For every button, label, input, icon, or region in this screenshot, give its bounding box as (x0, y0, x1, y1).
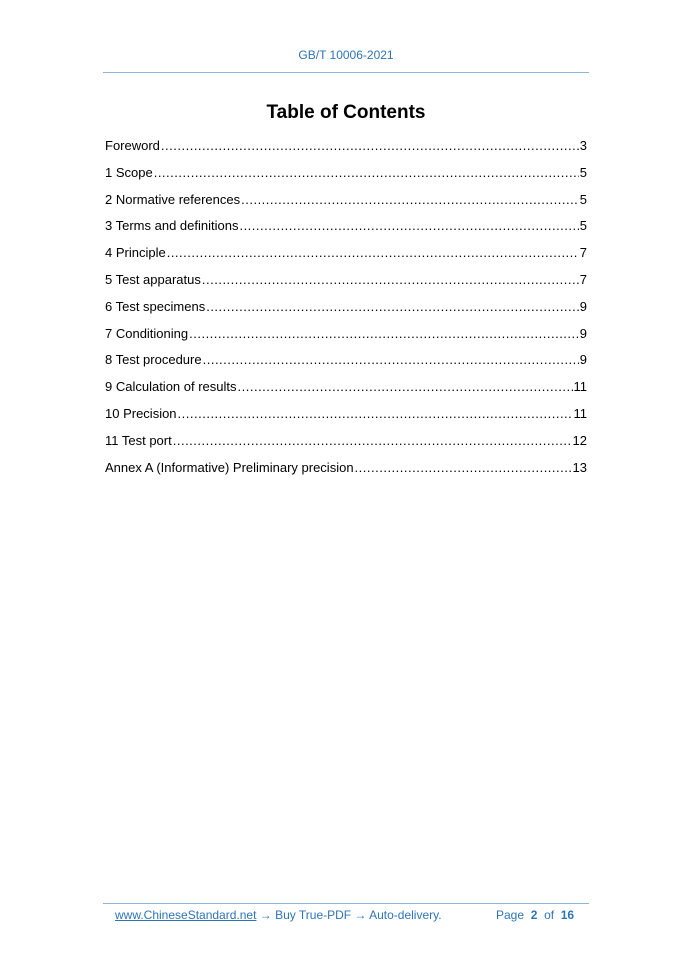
toc-entry-page: 5 (579, 191, 587, 207)
toc-entry-page: 9 (579, 325, 587, 341)
toc-entry[interactable] (105, 299, 587, 326)
toc-entry[interactable] (105, 433, 587, 460)
toc-entry[interactable] (105, 460, 587, 487)
page-current: 2 (530, 908, 538, 922)
toc-entry-page: 3 (579, 138, 587, 153)
toc-leader-dots (238, 379, 573, 394)
toc-entry[interactable] (105, 138, 587, 165)
header-divider (103, 72, 589, 73)
page-indicator (496, 908, 574, 922)
toc-leader-dots (167, 245, 579, 260)
table-of-contents (105, 138, 587, 486)
toc-leader-dots (189, 326, 579, 341)
toc-entry-label: 5 Test apparatus (105, 271, 201, 287)
toc-leader-dots (173, 433, 572, 448)
toc-leader-dots (178, 406, 573, 421)
page-of: of (544, 908, 555, 922)
page-total: 16 (560, 908, 575, 922)
footer-tagline: → Buy True-PDF → Auto-delivery. (256, 908, 442, 922)
toc-entry[interactable] (105, 379, 587, 406)
toc-entry[interactable] (105, 326, 587, 353)
toc-entry-label: 10 Precision (105, 405, 177, 421)
toc-entry[interactable] (105, 352, 587, 379)
toc-entry-page: 13 (572, 459, 587, 475)
toc-leader-dots (154, 165, 579, 180)
toc-leader-dots (203, 352, 579, 367)
toc-leader-dots (241, 192, 579, 207)
toc-entry-page: 7 (579, 245, 587, 261)
toc-entry-page: 9 (579, 298, 587, 314)
toc-entry-label: 6 Test specimens (105, 298, 206, 314)
page-label: Page (496, 908, 525, 922)
toc-entry[interactable] (105, 272, 587, 299)
toc-entry-page: 9 (579, 352, 587, 368)
toc-entry-page: 7 (579, 271, 587, 287)
toc-leader-dots (206, 299, 579, 314)
toc-entry-label: Foreword (105, 138, 160, 153)
toc-leader-dots (355, 460, 572, 475)
toc-entry-page: 5 (579, 164, 587, 180)
toc-leader-dots (239, 218, 578, 233)
toc-entry-label: Annex A (Informative) Preliminary precision (105, 459, 354, 475)
toc-leader-dots (202, 272, 579, 287)
toc-entry-page: 5 (579, 218, 587, 234)
page-title: Table of Contents (266, 102, 426, 123)
toc-entry-label: 8 Test procedure (105, 352, 202, 368)
toc-entry-label: 7 Conditioning (105, 325, 189, 341)
toc-entry-page: 11 (573, 379, 587, 395)
toc-entry-label: 9 Calculation of results (105, 379, 237, 395)
toc-entry-page: 12 (572, 432, 587, 448)
toc-entry[interactable] (105, 192, 587, 219)
toc-leader-dots (161, 138, 579, 153)
toc-entry-label: 11 Test port (105, 432, 172, 448)
toc-entry-label: 2 Normative references (105, 191, 241, 207)
toc-entry-label: 3 Terms and definitions (105, 218, 239, 234)
toc-entry-label: 4 Principle (105, 245, 166, 261)
footer-divider (103, 903, 589, 904)
toc-entry-page: 11 (573, 405, 587, 421)
toc-entry-label: 1 Scope (105, 164, 153, 180)
website-link[interactable]: www.ChineseStandard.net (115, 908, 257, 922)
toc-entry[interactable] (105, 406, 587, 433)
toc-entry[interactable] (105, 218, 587, 245)
toc-entry[interactable] (105, 245, 587, 272)
toc-entry[interactable] (105, 165, 587, 192)
page-footer (115, 908, 585, 922)
running-header: GB/T 10006-2021 (298, 48, 394, 62)
